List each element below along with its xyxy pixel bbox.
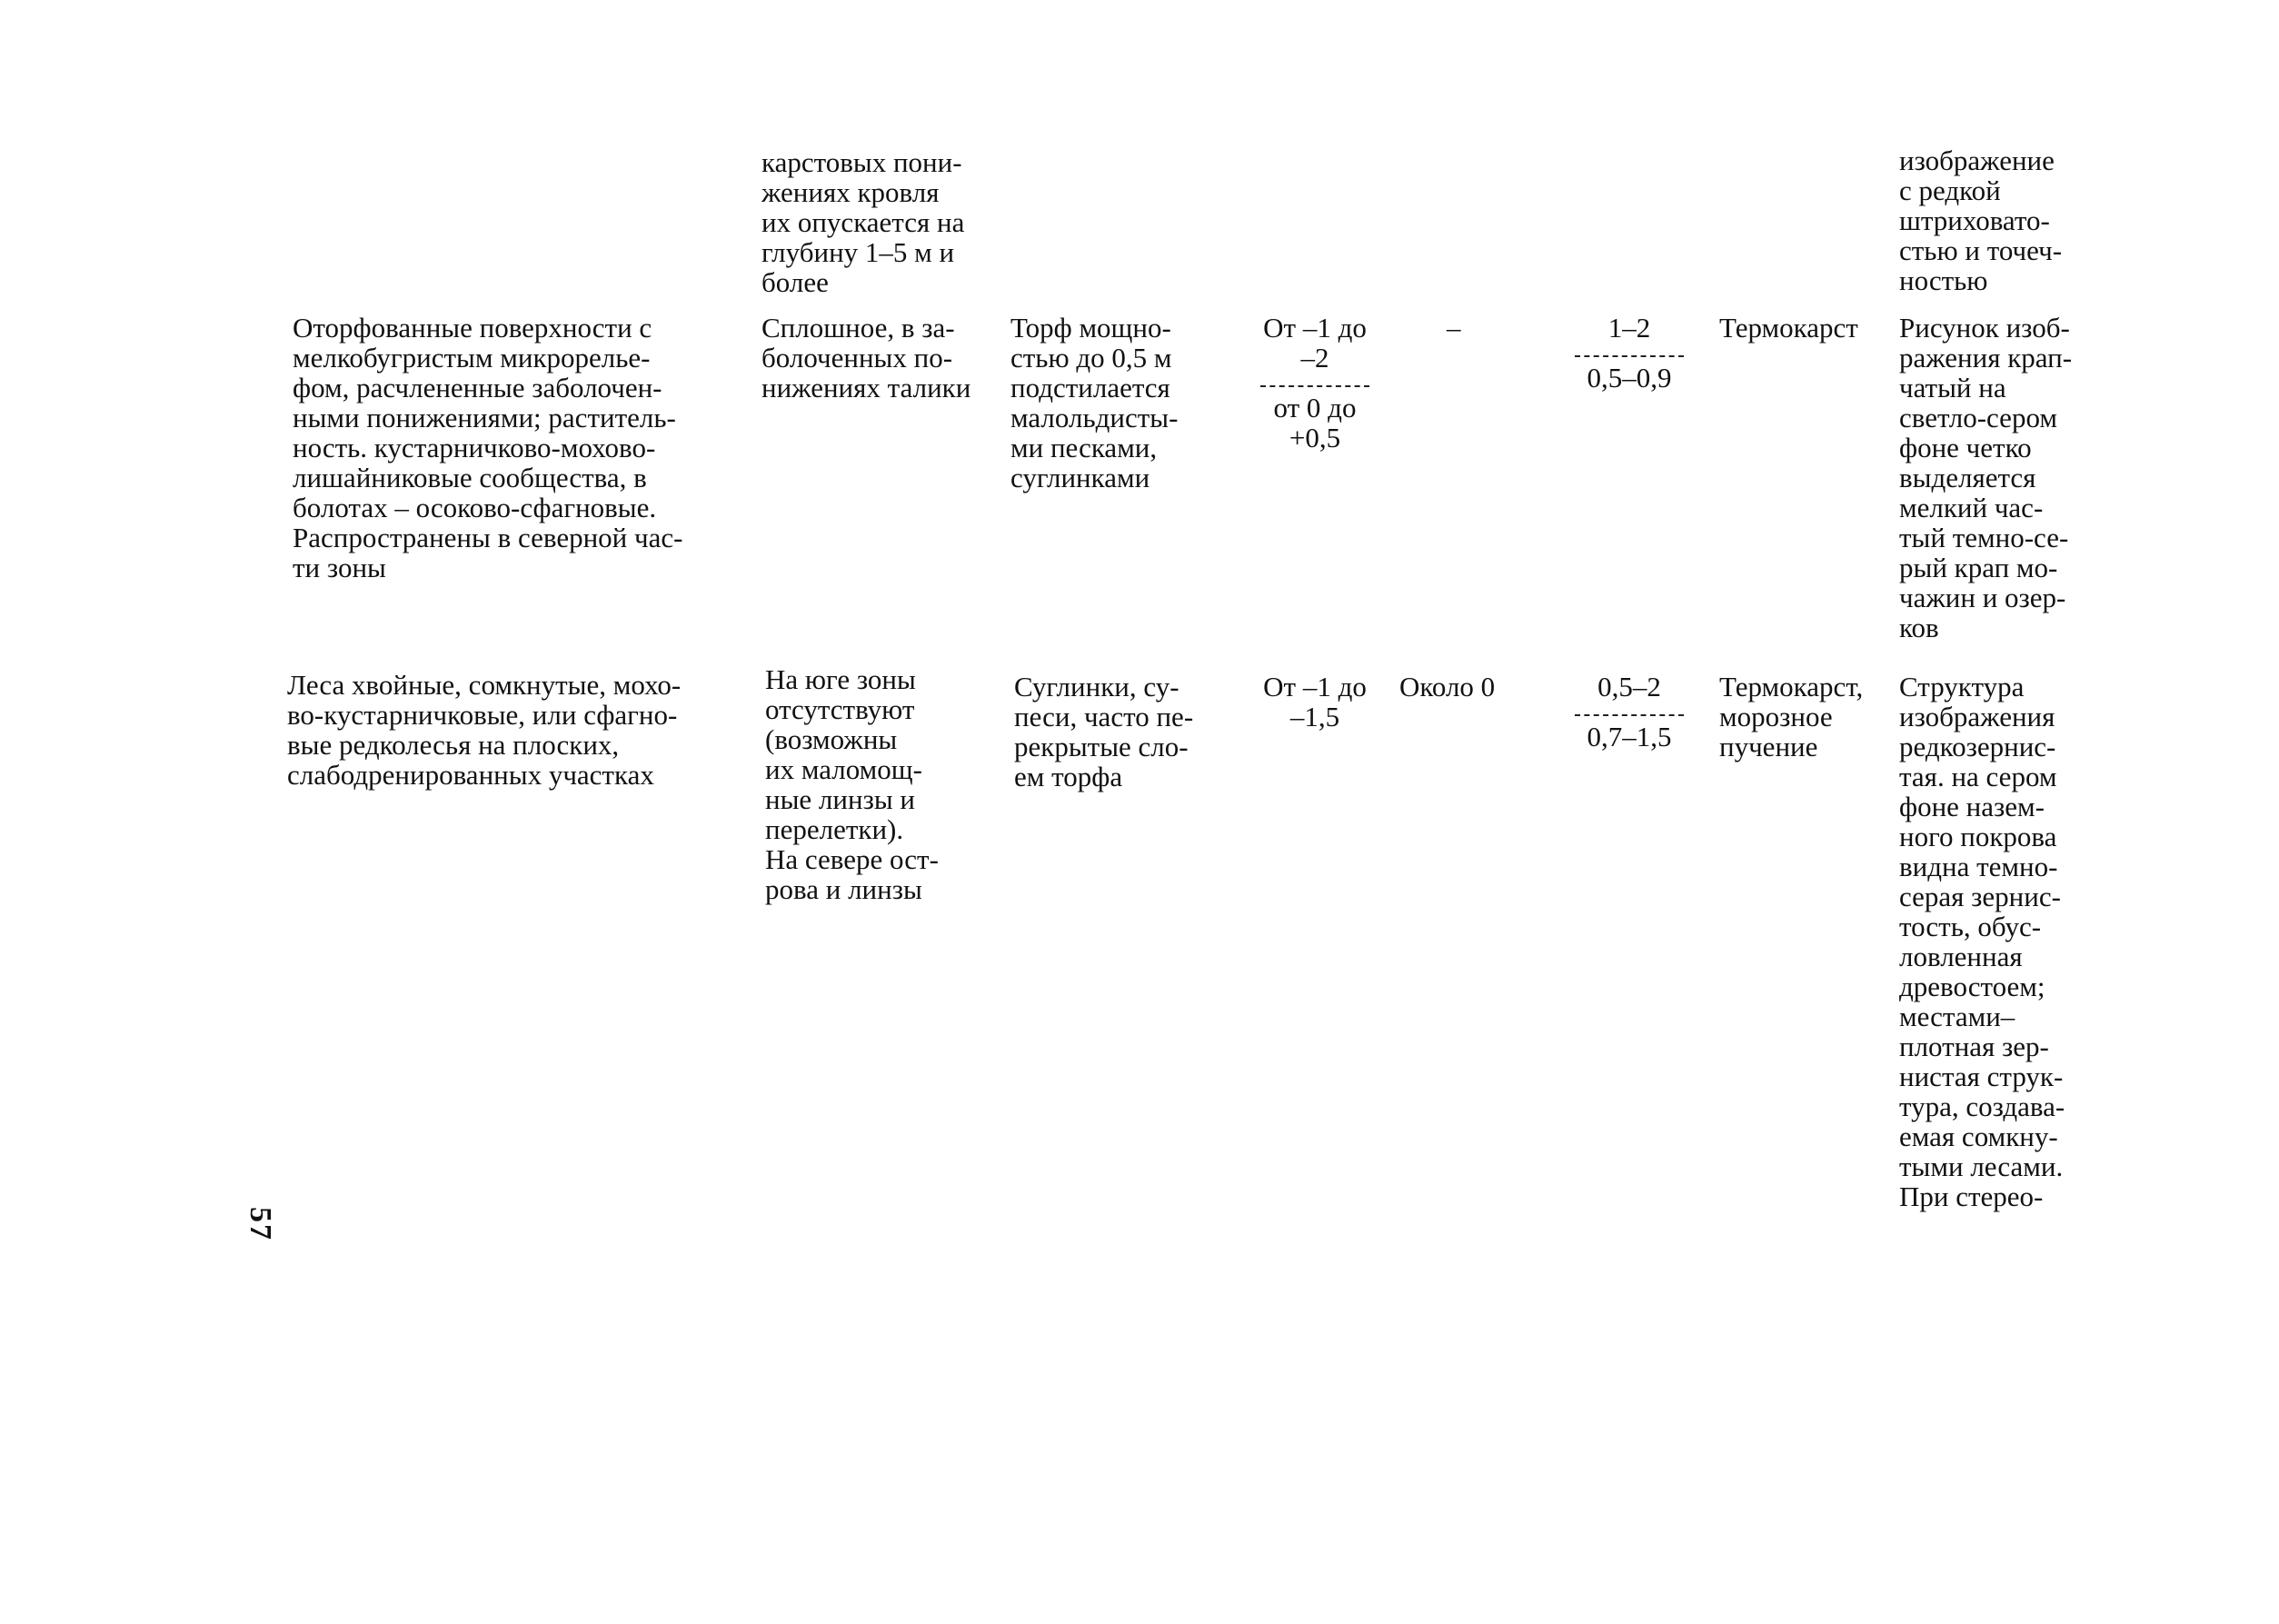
row1-temperature-fraction <box>1247 313 1383 453</box>
row2-soil-cell: Суглинки, су- песи, часто пе- рекрытые сло- ем торфа <box>1014 671 1194 792</box>
fraction-bar <box>1575 355 1684 357</box>
page-number: 57 <box>244 1207 277 1241</box>
row1-process-cell: Термокарст <box>1719 312 1858 344</box>
row1-depth-fraction <box>1570 313 1688 393</box>
row1-depth-denominator: 0,5–0,9 <box>1587 362 1672 394</box>
row2-temperature-cell: От –1 до –1,5 <box>1263 671 1367 732</box>
row0-image-cell: изображение с редкой штриховато- стью и точеч- ностью <box>1899 144 2063 296</box>
row1-taliki-cell: Сплошное, в за- болоченных по- нижениях талики <box>761 312 971 404</box>
row1-temperature-numerator: От –1 до –2 <box>1263 312 1367 374</box>
row2-depth-numerator: 0,5–2 <box>1597 671 1661 702</box>
row1-temp2-cell: – <box>1447 312 1461 344</box>
row2-landscape-cell: Леса хвойные, сомкнутые, мохо- во-кустарничковые, или сфагно- вые редколесья на плоских, слабодренированных участках <box>287 669 682 791</box>
row2-taliki-cell: На юге зоны отсутствуют (возможны их маломощ- ные линзы и перелетки). На севере ост- рова и линзы <box>765 663 939 905</box>
row1-image-cell: Рисунок изоб- ражения крап- чатый на светло-сером фоне четко выделяется мелкий час- тый темно-се- рый крап мо- чажин и озер- ков <box>1899 312 2073 643</box>
row0-taliki-cell: карстовых пони- жениях кровля их опускается на глубину 1–5 м и более <box>761 146 965 298</box>
row1-landscape-cell: Оторфованные поверхности с мелкобугристым микрорелье- фом, расчлененные заболочен- ными понижениями; раститель- ность. кустарничково-мохово- лишайниковые сообщества, в болотах – осоково-сфагновые. Распространены в северной час- ти зоны <box>293 312 683 583</box>
row2-depth-fraction <box>1570 672 1688 752</box>
fraction-bar <box>1575 714 1684 716</box>
row2-depth-denominator: 0,7–1,5 <box>1587 721 1672 752</box>
row2-image-cell: Структура изображения редкозернис- тая. на сером фоне назем- ного покрова видна темно- серая зернис- тость, обус- ловленная древостоем; местами– плотная зер- нистая струк- тура, создава- емая сомкну- тыми лесами. При стерео- <box>1899 671 2065 1212</box>
row1-depth-numerator: 1–2 <box>1607 312 1651 344</box>
row1-soil-cell: Торф мощно- стью до 0,5 м подстилается малольдисты- ми песками, суглинками <box>1010 312 1179 493</box>
row1-temperature-denominator: от 0 до +0,5 <box>1273 392 1357 453</box>
fraction-bar <box>1260 385 1369 387</box>
row2-process-cell: Термокарст, морозное пучение <box>1719 671 1864 762</box>
row2-temp2-cell: Около 0 <box>1399 671 1496 702</box>
